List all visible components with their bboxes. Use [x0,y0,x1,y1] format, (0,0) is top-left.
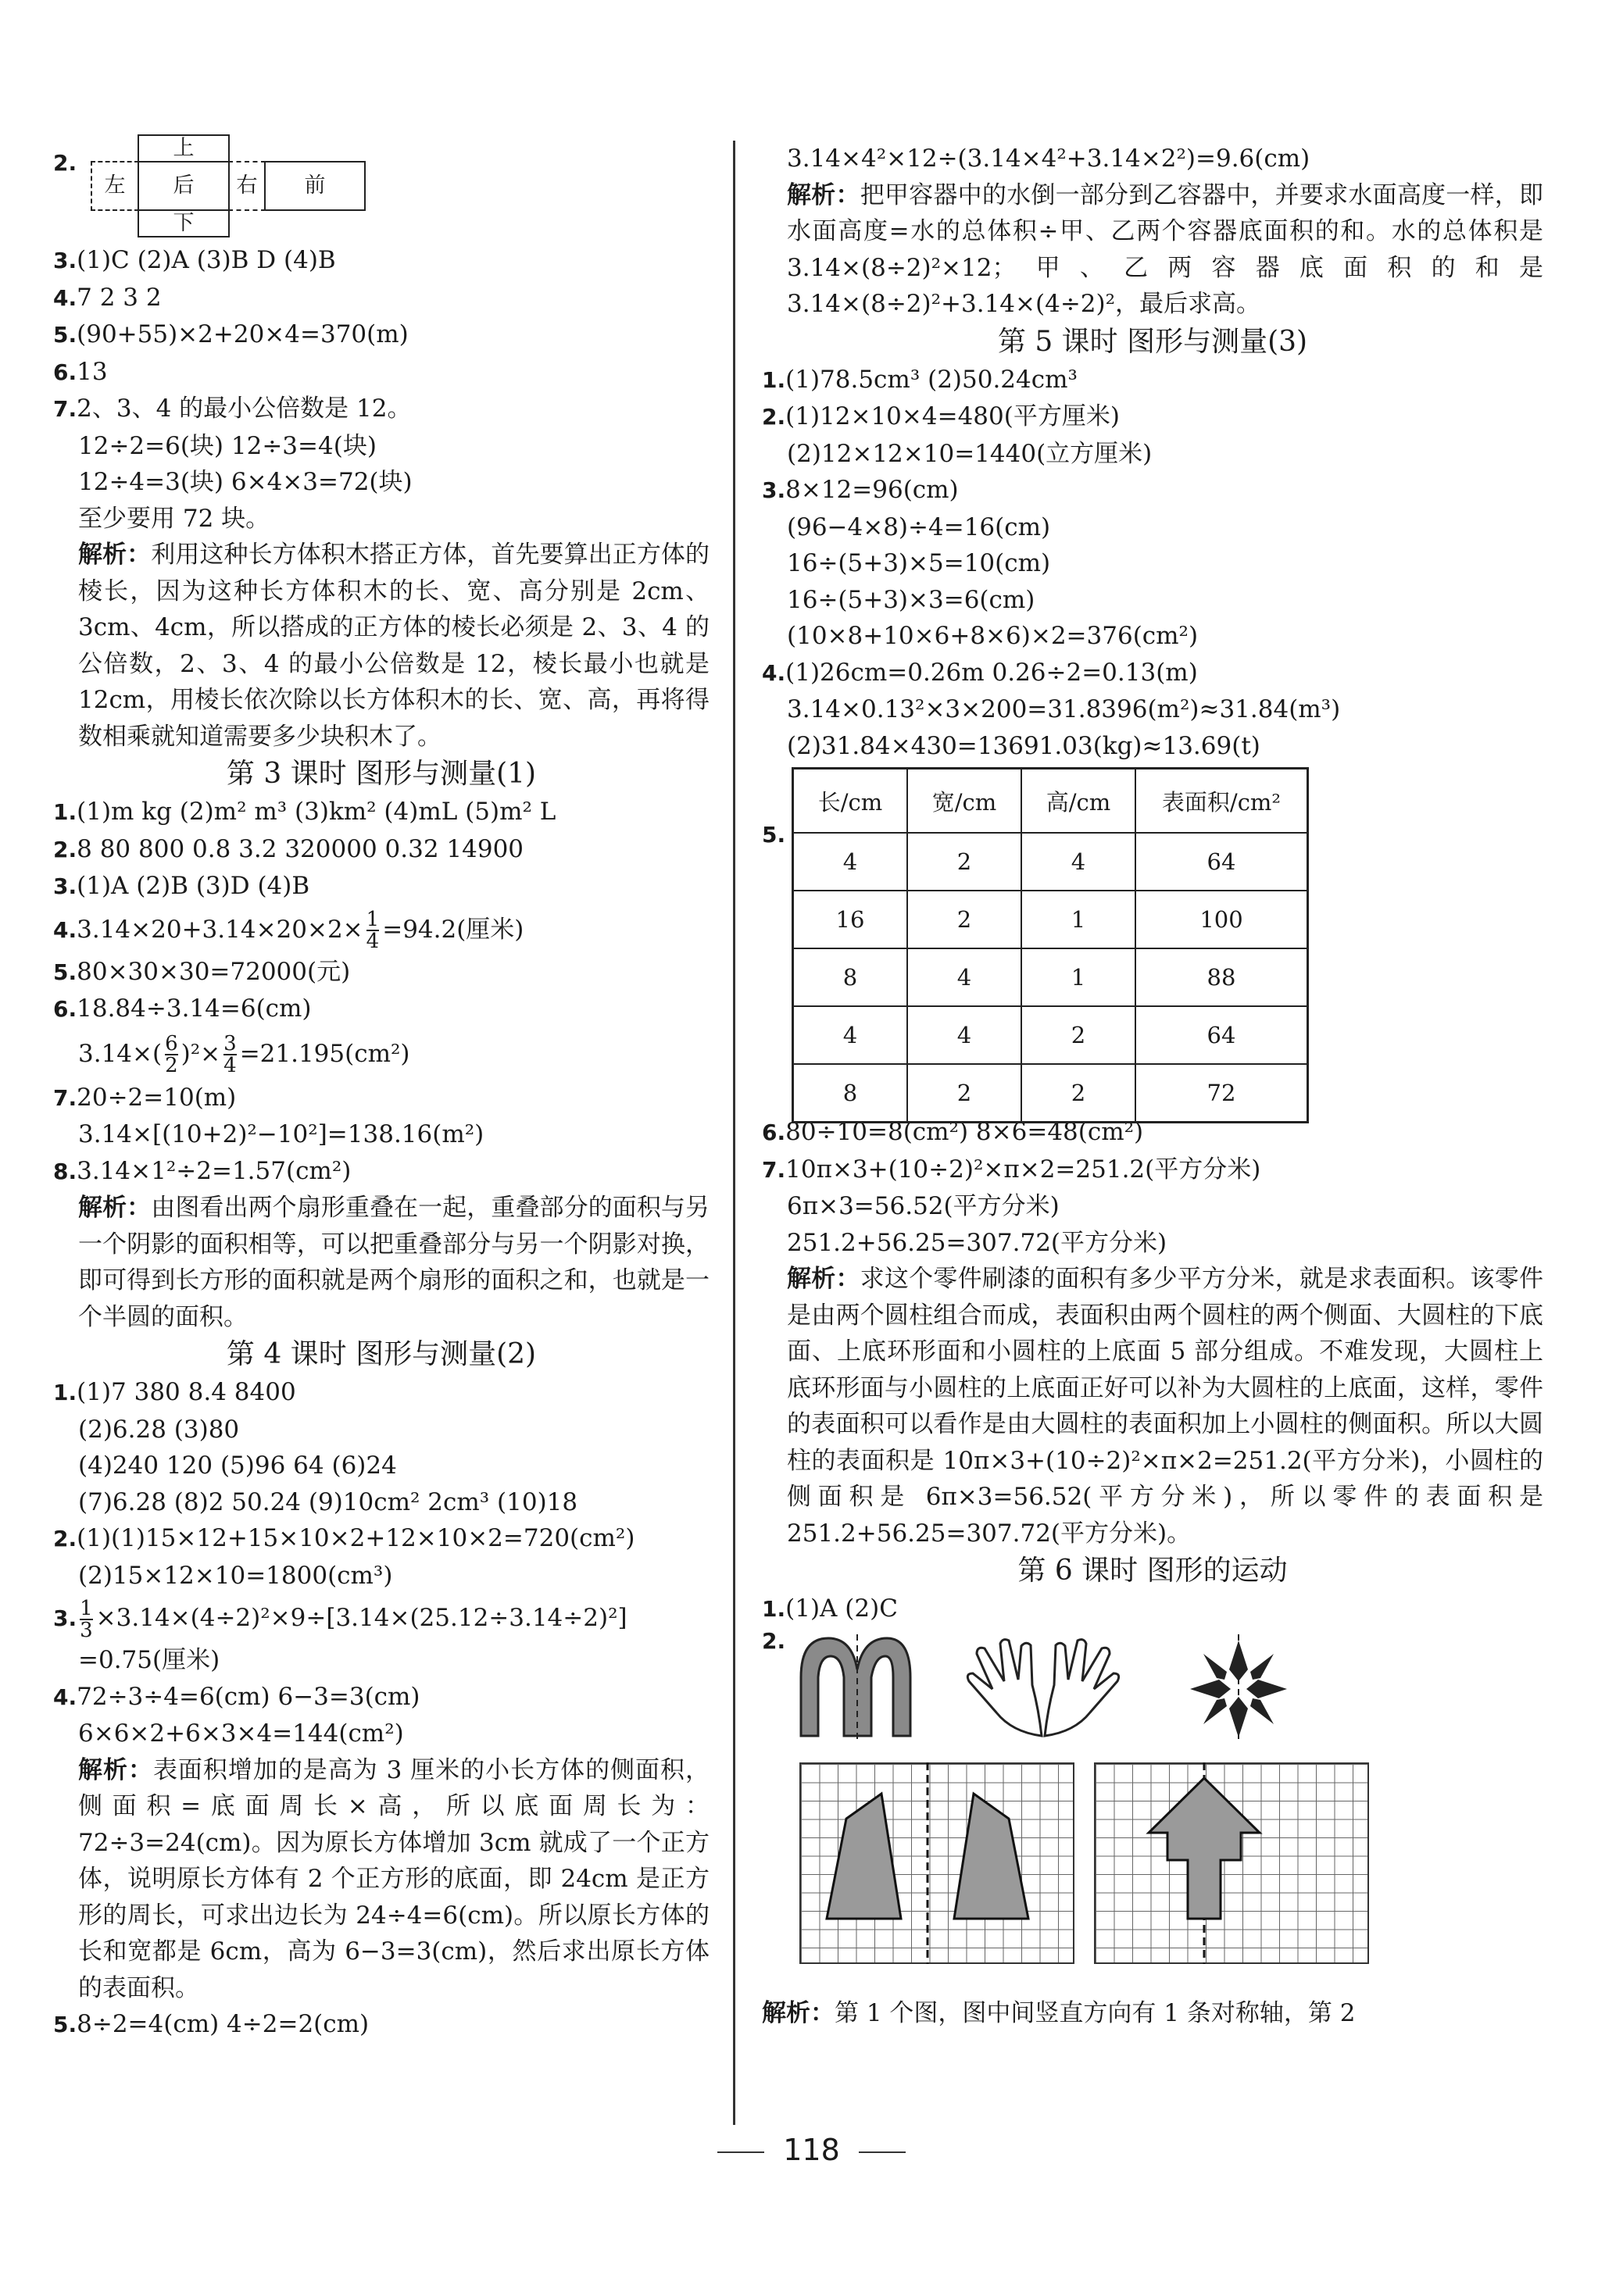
answer-line: 4.72÷3÷4=6(cm) 6−3=3(cm) [53,1682,420,1711]
answer-line: 12÷2=6(块) 12÷3=4(块) [78,431,377,460]
answer-line: 3.14×4²×12÷(3.14×4²+3.14×2²)=9.6(cm) [787,145,1310,173]
answer-line: 3.14×[(10+2)²−10²]=138.16(m²) [78,1120,484,1148]
answer-line: 至少要用 72 块。 [78,504,270,533]
grid-left-shapes [799,1762,1074,1966]
fraction: $\frac{1}{4}$ [366,908,380,953]
page-number: 118 [0,2133,1623,2167]
fraction: $\frac{1}{3}$ [80,1596,93,1642]
answer-line: 4.(1)26cm=0.26m 0.26÷2=0.13(m) [762,658,1198,687]
q5-table-block [762,767,1543,1111]
arch-figure [793,1634,934,1744]
answer-line: (2)15×12×10=1800(cm³) [78,1561,393,1590]
answer-line: 4.7 2 3 2 [53,283,162,312]
answer-line: 1.(1)78.5cm³ (2)50.24cm³ [762,365,1078,394]
answer-line: (2)6.28 (3)80 [78,1415,240,1444]
answer-line: 5.80×30×30=72000(元) [53,957,351,986]
section-heading: 第 4 课时 图形与测量(2) [226,1338,537,1370]
answer-line: (2)31.84×430=13691.03(kg)≈13.69(t) [787,731,1260,760]
net-back: 后 [138,161,230,211]
left-column [53,136,710,2044]
net-bottom: 下 [138,209,230,237]
analysis-paragraph: 解析：由图看出两个扇形重叠在一起，重叠部分的面积与另一个阴影的面积相等，可以把重叠部分与另一个阴影对换，即可得到长方形的面积就是两个扇形的面积之和，也就是一个半圆的面积。 [78,1194,710,1331]
answer-line: 16÷(5+3)×3=6(cm) [787,585,1035,614]
fraction: $\frac{3}{4}$ [223,1032,237,1077]
table-header: 高/cm [1021,769,1135,834]
answer-line: 7.2、3、4 的最小公倍数是 12。 [53,395,412,423]
section-heading: 第 5 课时 图形与测量(3) [997,325,1308,358]
answer-line: 1.(1)m kg (2)m² m³ (3)km² (4)mL (5)m² L [53,798,556,826]
answer-line: 3.(1)A (2)B (3)D (4)B [53,872,310,900]
answer-line-fraction: 3.14×( $\frac{6}{2}$ )²× $\frac{3}{4}$ =21.195(cm²) [78,1032,410,1077]
table-header-row [793,769,1308,834]
answer-line: 7.10π×3+(10÷2)²×π×2=251.2(平方分米) [762,1155,1261,1184]
grid-right-shapes [1094,1762,1369,1966]
answer-line: 2.(1)(1)15×12+15×10×2+12×10×2=720(cm²) [53,1524,635,1552]
right-column [762,141,1543,2031]
q2-net-row [53,136,710,242]
q5-label: 5. [762,822,786,848]
answer-line: 3.14×0.13²×3×200=31.8396(m²)≈31.84(m³) [787,695,1341,723]
answer-line: (2)12×12×10=1440(立方厘米) [787,439,1153,468]
answer-line: 解析：第 1 个图，图中间竖直方向有 1 条对称轴，第 2 [762,1998,1356,2027]
answer-line: 3.(1)C (2)A (3)B D (4)B [53,246,336,274]
q2-label: 2. [762,1627,786,1654]
answer-line: 2.(1)12×10×4=480(平方厘米) [762,402,1120,430]
table-row: 8 2 2 72 [793,1064,1308,1123]
answer-line: 3.8×12=96(cm) [762,476,959,504]
cube-net-diagram [91,134,372,235]
answer-line: 251.2+56.25=307.72(平方分米) [787,1228,1167,1257]
analysis-paragraph: 解析：表面积增加的是高为 3 厘米的小长方体的侧面积，侧面积=底面周长×高，所以底面周长为：72÷3=24(cm)。因为原长方体增加 3cm 就成了一个正方体，说明原长方体有 2 个正方形的底面，即 24cm 是正方形的周长，可求出边长为 24÷4=6(cm)。所以原长方体的长和宽都是 6cm，高为 6−3=3(cm)，然后求出原长方体的表面积。 [78,1755,710,2002]
answer-line: 7.20÷2=10(m) [53,1083,237,1112]
table-header: 表面积/cm² [1135,769,1308,834]
answer-line: 5.8÷2=4(cm) 4÷2=2(cm) [53,2010,370,2038]
table-row: 8 4 1 88 [793,948,1308,1006]
answer-line: 8.3.14×1²÷2=1.57(cm²) [53,1156,352,1185]
analysis-paragraph: 解析：把甲容器中的水倒一部分到乙容器中，并要求水面高度一样，即水面高度=水的总体积÷甲、乙两个容器底面积的和。水的总体积是 3.14×(8÷2)²×12；甲、乙两容器底面积的和是 3.14×(8÷2)²+3.14×(4÷2)²，最后求高。 [787,180,1544,318]
snowflake-figure [1184,1634,1293,1744]
net-right: 右 [228,161,266,211]
symmetry-figures [762,1628,1543,1995]
answer-line: 1.(1)A (2)C [762,1594,898,1623]
analysis-paragraph: 解析：求这个零件刷漆的面积有多少平方分米，就是求表面积。该零件是由两个圆柱组合而成，表面积由两个圆柱的两个侧面、大圆柱的下底面、上底环形面和小圆柱的上底面 5 部分组成。不难发现，大圆柱上底环形面与小圆柱的上底面正好可以补为大圆柱的上底面，这样，零件的表面积可以看作是由大圆柱的表面积加上小圆柱的侧面积。所以大圆柱的表面积是 10π×3+(10÷2)²×π×2=251.2(平方分米)，小圆柱的侧面积是 6π×3=56.52(平方分米)，所以零件的表面积是 251.2+56.25=307.72(平方分米)。 [787,1265,1544,1548]
table-header: 宽/cm [907,769,1021,834]
answer-line: 2.8 80 800 0.8 3.2 320000 0.32 14900 [53,834,524,863]
answer-line: 6.13 [53,357,108,386]
answer-line: 1.(1)7 380 8.4 8400 [53,1378,296,1406]
column-divider [733,141,735,2125]
answer-line: 5.(90+55)×2+20×4=370(m) [53,320,409,348]
q2-label: 2. [53,150,77,176]
answer-line: (10×8+10×6+8×6)×2=376(cm²) [787,622,1199,650]
table-header: 长/cm [793,769,908,834]
answer-line: 6.80÷10=8(cm²) 8×6=48(cm²) [762,1118,1144,1146]
hands-figure [957,1634,1129,1744]
fraction: $\frac{6}{2}$ [165,1032,178,1077]
answer-line: (96−4×8)÷4=16(cm) [787,512,1051,541]
table-row: 4 4 2 64 [793,1006,1308,1064]
net-left: 左 [91,161,139,211]
table-row: 4 2 4 64 [793,833,1308,891]
answer-line-fraction: 4.3.14×20+3.14×20×2× $\frac{1}{4}$ =94.2(厘米) [53,908,524,953]
net-top: 上 [138,134,230,162]
answer-line: 16÷(5+3)×5=10(cm) [787,549,1051,577]
answer-line: =0.75(厘米) [78,1646,220,1674]
net-front: 前 [264,161,366,211]
analysis-paragraph: 解析：利用这种长方体积木搭正方体，首先要算出正方体的棱长，因为这种长方体积木的长、宽、高分别是 2cm、3cm、4cm，所以搭成的正方体的棱长必须是 2、3、4 的公倍数，2、3、4 的最小公倍数是 12，棱长最小也就是 12cm，用棱长依次除以长方体积木的长、宽、高，再将得数相乘就知道需要多少块积木了。 [78,541,710,751]
dimensions-table [792,767,1309,1123]
answer-line: 6π×3=56.52(平方分米) [787,1192,1060,1220]
answer-line: 12÷4=3(块) 6×4×3=72(块) [78,468,413,496]
answer-line: (4)240 120 (5)96 64 (6)24 [78,1452,397,1480]
table-row: 16 2 1 100 [793,891,1308,948]
section-heading: 第 6 课时 图形的运动 [1017,1555,1288,1587]
section-heading: 第 3 课时 图形与测量(1) [226,758,537,790]
answer-line-fraction: 3. $\frac{1}{3}$ ×3.14×(4÷2)²×9÷[3.14×(25.12÷3.14÷2)²] [53,1596,627,1642]
answer-line: 6.18.84÷3.14=6(cm) [53,994,312,1023]
answer-line: 6×6×2+6×3×4=144(cm²) [78,1719,404,1748]
answer-line: (7)6.28 (8)2 50.24 (9)10cm² 2cm³ (10)18 [78,1487,578,1516]
